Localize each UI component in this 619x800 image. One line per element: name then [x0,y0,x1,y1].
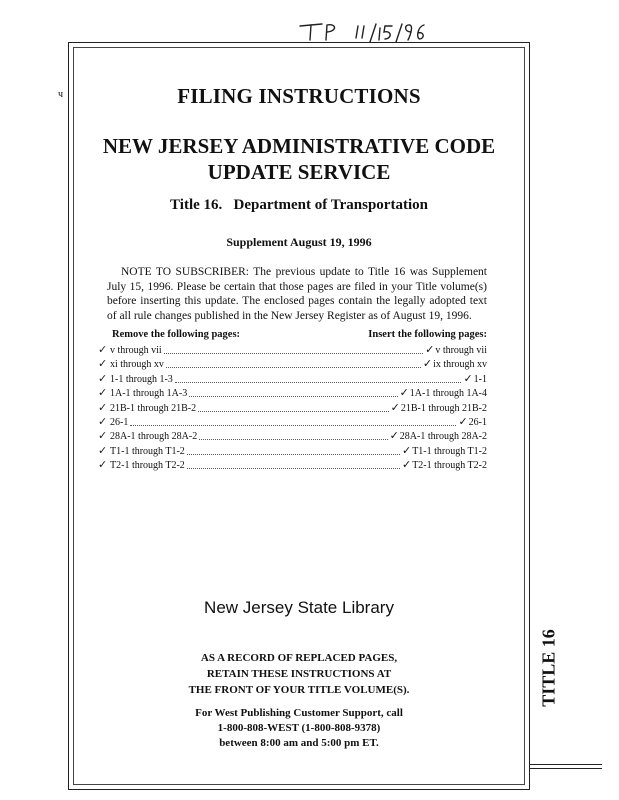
check-mark-icon: ✓ [401,459,412,472]
page-list-row [98,400,487,414]
insert-pages: T1-1 through T1-2 [412,445,487,457]
remove-pages: 21B-1 through 21B-2 [110,402,197,414]
support-phone: 1-800-808-WEST (1-800-808-9378) [217,722,381,734]
check-mark-icon: ✓ [401,444,412,457]
check-mark-icon: ✓ [98,358,108,371]
check-mark-icon: ✓ [98,430,108,443]
record-line: RETAIN THESE INSTRUCTIONS AT [206,668,392,680]
insert-pages: 28A-1 through 28A-2 [399,431,487,443]
title-department: Title 16. Department of Transportation [170,197,428,213]
remove-pages: T1-1 through T1-2 [110,445,185,457]
dot-leader [164,352,423,354]
customer-support [73,706,525,751]
remove-pages: 1-1 through 1-3 [110,373,173,385]
remove-pages: v through vii [110,345,162,356]
record-line: AS A RECORD OF REPLACED PAGES, [200,652,398,664]
remove-pages: T2-1 through T2-2 [110,460,185,472]
page-list-row [98,356,487,370]
page-list-row [98,385,487,399]
dot-leader [130,424,456,426]
check-mark-icon: ✓ [399,387,409,400]
check-mark-icon: ✓ [98,344,108,356]
insert-pages: ix through xv [433,359,487,371]
check-mark-icon: ✓ [98,372,108,385]
dot-leader [187,453,400,455]
insert-pages: v through vii [435,345,487,356]
dot-leader [187,467,400,469]
page-list-row [98,443,487,457]
dot-leader [175,381,462,383]
record-line: THE FRONT OF YOUR TITLE VOLUME(S). [188,684,410,696]
title-tab-label: TITLE 16 [538,629,559,707]
publication-title-line2: UPDATE SERVICE [207,160,391,184]
insert-pages: T2-1 through T2-2 [412,460,487,472]
check-mark-icon: ✓ [390,401,400,414]
check-mark-icon: ✓ [98,387,108,400]
insert-pages: 26-1 [468,417,487,428]
dot-leader [166,366,421,368]
dot-leader [198,410,389,412]
insert-column-header: Insert the following pages: [368,329,487,340]
note-to-subscriber: NOTE TO SUBSCRIBER: The previous update to Title 16 was Supplement July 15, 1996. Please be certain that those pages are filed in your Title volume(s) before inserting this update. The enclosed pages contain the legally adopted text of all rule changes published in the New Jersey Register as of August 19, 1996. [107,266,487,322]
page-list-row [98,428,487,442]
remove-pages: 1A-1 through 1A-3 [110,388,188,400]
insert-pages: 21B-1 through 21B-2 [400,402,487,414]
page-list-row [98,457,487,471]
check-mark-icon: ✓ [422,358,433,371]
remove-pages: xi through xv [110,359,164,371]
page-list-row [98,414,487,428]
remove-pages: 26-1 [110,417,129,428]
page-list-row [98,371,487,385]
dot-leader [189,395,397,397]
check-mark-icon: ✓ [98,459,108,472]
remove-column-header: Remove the following pages: [112,329,241,340]
check-mark-icon: ✓ [463,372,473,385]
insert-pages: 1A-1 through 1A-4 [409,388,487,400]
check-mark-icon: ✓ [458,416,468,428]
publication-title-line1: NEW JERSEY ADMINISTRATIVE CODE [102,134,496,158]
support-line: For West Publishing Customer Support, call [195,707,403,719]
tab-rule-bottom [530,768,602,769]
support-hours: between 8:00 am and 5:00 pm ET. [219,737,379,749]
supplement-date: Supplement August 19, 1996 [226,235,372,249]
title-tab [529,618,569,718]
check-mark-icon: ✓ [98,444,108,457]
publication-title [73,133,525,185]
page-list-row [98,342,487,356]
margin-mark: ч [58,89,64,100]
record-instructions [73,650,525,698]
check-mark-icon: ✓ [98,401,108,414]
library-stamp: New Jersey State Library [204,598,394,617]
tab-rule-top [530,764,602,765]
remove-pages: 28A-1 through 28A-2 [110,431,198,443]
check-mark-icon: ✓ [98,416,108,428]
check-mark-icon: ✓ [389,430,399,443]
dot-leader [199,438,387,440]
check-mark-icon: ✓ [425,344,435,356]
insert-pages: 1-1 [473,373,487,385]
filing-instructions-heading: FILING INSTRUCTIONS [177,84,421,108]
